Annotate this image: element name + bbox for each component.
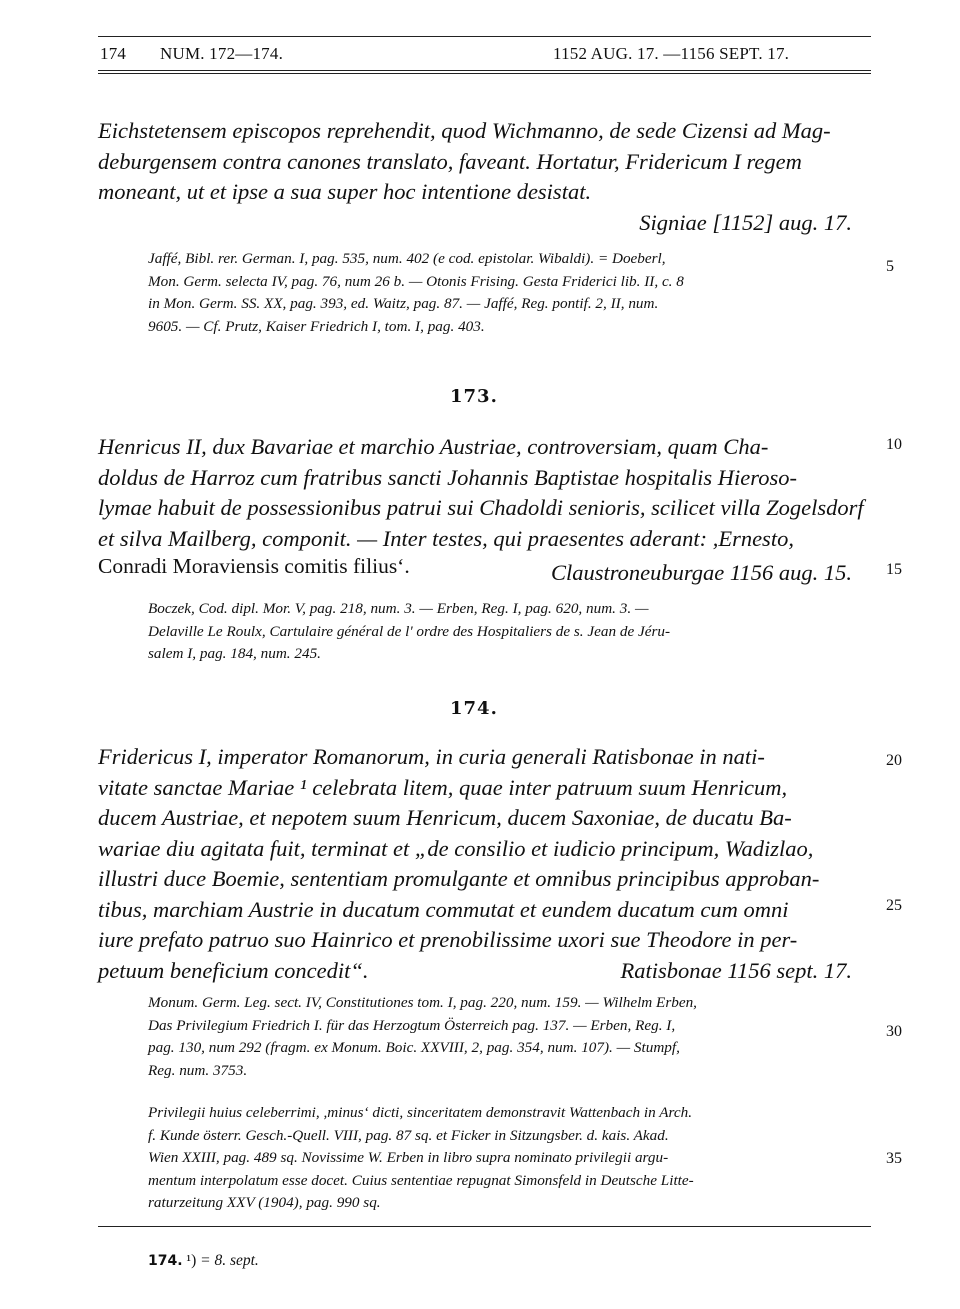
line-number: 35 — [886, 1150, 902, 1167]
doc-number-173: 173. — [450, 386, 498, 407]
regest-line: illustri duce Boemie, sententiam promulgante et omnibus principibus approban- — [98, 866, 820, 891]
regest-174 — [98, 742, 871, 986]
header-top-rule — [98, 36, 871, 37]
footnote-mark: ¹) — [186, 1252, 197, 1269]
notes-173 — [148, 598, 870, 666]
note-line: Mon. Germ. selecta IV, pag. 76, num 26 b. — Otonis Frising. Gesta Friderici lib. II, c. 8 — [148, 272, 684, 290]
note-line: f. Kunde österr. Gesch.-Quell. VIII, pag. 87 sq. et Ficker in Sitzungsber. d. kais. Akad. — [148, 1126, 669, 1144]
footnote-ref: 174. — [148, 1253, 183, 1269]
line-number: 20 — [886, 752, 902, 769]
header-range: NUM. 172—174. — [160, 44, 284, 63]
note-line: Privilegii huius celeberrimi, ,minus‘ dicti, sinceritatem demonstravit Wattenbach in Arch. — [148, 1104, 692, 1121]
dateline-173: Claustroneuburgae 1156 aug. 15. — [550, 560, 852, 585]
line-number: 5 — [886, 258, 894, 275]
regest-173 — [98, 432, 871, 554]
page-number: 174 — [100, 44, 127, 63]
note-line: Das Privilegium Friedrich I. für das Herzogtum Österreich pag. 137. — Erben, Reg. I, — [148, 1016, 676, 1034]
note-line: in Mon. Germ. SS. XX, pag. 393, ed. Waitz, pag. 87. — Jaffé, Reg. pontif. 2, II, num. — [148, 295, 659, 312]
regest-line: moneant, ut et ipse a sua super hoc intentione desistat. — [98, 179, 592, 204]
note-line: raturzeitung XXV (1904), pag. 990 sq. — [148, 1194, 381, 1211]
header-bottom-rule — [98, 70, 871, 71]
header-dates: 1152 AUG. 17. —1156 SEPT. 17. — [553, 44, 790, 63]
note-line: salem I, pag. 184, num. 245. — [148, 645, 321, 662]
note-line: mentum interpolatum esse docet. Cuius sententiae repugnat Simonsfeld in Deutsche Litte- — [148, 1171, 694, 1189]
note-line: Wien XXIII, pag. 489 sq. Novissime W. Erben in libro supra nominato privilegii argu- — [148, 1149, 669, 1166]
notes-172 — [148, 248, 870, 338]
note-line: pag. 130, num 292 (fragm. ex Monum. Boic. XXVIII, 2, pag. 354, num. 107). — Stumpf, — [148, 1039, 680, 1056]
note-line: 9605. — Cf. Prutz, Kaiser Friedrich I, tom. I, pag. 403. — [148, 317, 485, 335]
notes-174-sources — [148, 992, 870, 1082]
line-number: 15 — [886, 561, 902, 578]
regest-line: Fridericus I, imperator Romanorum, in curia generali Ratisbonae in nati- — [98, 744, 765, 769]
regest-line: Eichstetensem episcopos reprehendit, quod Wichmanno, de sede Cizensi ad Mag- — [98, 118, 831, 143]
regest-line: wariae diu agitata fuit, terminat et „de consilio et iudicio principum, Wadizlao, — [98, 835, 814, 861]
regest-173-quote-line: Conradi Moraviensis comitis filius‘. — [98, 554, 410, 578]
regest-line: tibus, marchiam Austrie in ducatum commutat et eundem ducatum cum omni — [98, 896, 789, 922]
note-line: Jaffé, Bibl. rer. German. I, pag. 535, num. 402 (e cod. epistolar. Wibaldi). = Doeberl, — [148, 250, 666, 267]
regest-line: et silva Mailberg, componit. — Inter testes, qui praesentes aderant: ,Ernesto, — [98, 525, 794, 551]
note-line: Delaville Le Roulx, Cartulaire général de l' ordre des Hospitaliers de s. Jean de Jéru- — [148, 622, 671, 640]
regest-line: iure prefato patruo suo Hainrico et prenobilissime uxori sue Theodore in per- — [98, 927, 798, 952]
dateline-172: Signiae [1152] aug. 17. — [639, 210, 852, 235]
note-line: Reg. num. 3753. — [148, 1061, 248, 1079]
line-number: 30 — [886, 1023, 902, 1040]
regest-line: deburgensem contra canones translato, faveant. Hortatur, Fridericum I regem — [98, 148, 802, 174]
note-line: Monum. Germ. Leg. sect. IV, Constitutiones tom. I, pag. 220, num. 159. — Wilhelm Erben, — [148, 994, 697, 1011]
regest-172 — [98, 116, 871, 208]
line-number: 10 — [886, 436, 902, 453]
footnote-rule — [98, 1226, 871, 1227]
regest-line: ducem Austriae, et nepotem suum Henricum, ducem Saxoniae, de ducatu Ba- — [98, 805, 792, 830]
footnote-text: = 8. sept. — [200, 1252, 259, 1269]
doc-number-174: 174. — [450, 698, 498, 719]
line-number: 25 — [886, 897, 902, 914]
regest-line: doldus de Harroz cum fratribus sancti Johannis Baptistae hospitalis Hieroso- — [98, 464, 797, 490]
regest-line: lymae habuit de possessionibus patrui sui Chadoldi senioris, scilicet villa Zogelsdorf — [98, 495, 864, 520]
footnote — [148, 1252, 259, 1270]
header-bottom-rule-2 — [98, 73, 871, 74]
regest-line: petuum beneficium concedit“. — [98, 957, 369, 983]
note-line: Boczek, Cod. dipl. Mor. V, pag. 218, num. 3. — Erben, Reg. I, pag. 620, num. 3. — — [148, 600, 649, 617]
regest-line: vitate sanctae Mariae ¹ celebrata litem, quae inter patruum suum Henricum, — [98, 774, 788, 800]
regest-line: Henricus II, dux Bavariae et marchio Austriae, controversiam, quam Cha- — [98, 434, 769, 459]
dateline-174: Ratisbonae 1156 sept. 17. — [620, 958, 852, 983]
notes-174-commentary — [148, 1102, 870, 1215]
